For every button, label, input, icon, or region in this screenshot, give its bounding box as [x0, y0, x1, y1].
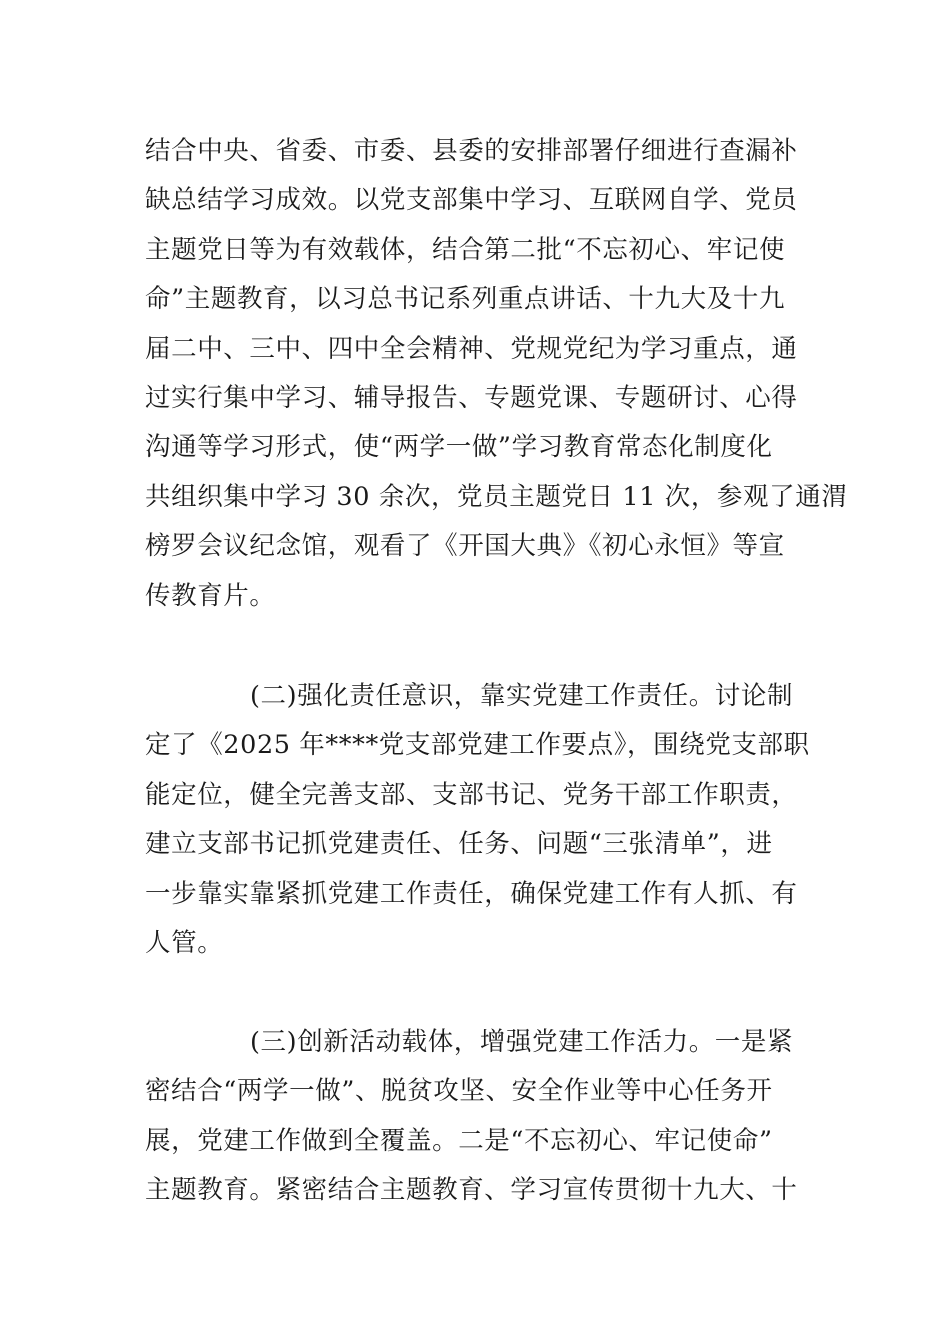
- paragraph-study-summary: [145, 127, 848, 621]
- text-line: 命”主题教育，以习总书记系列重点讲话、十九大及十九: [145, 284, 786, 315]
- text-line: 一步靠实靠紧抓党建工作责任，确保党建工作有人抓、有: [145, 878, 798, 909]
- paragraph-innovation: [145, 1018, 815, 1216]
- text-line: 密结合“两学一做”、脱贫攻坚、安全作业等中心任务开: [145, 1076, 773, 1107]
- text-line: 主题党日等为有效载体，结合第二批“不忘初心、牢记使: [145, 234, 786, 265]
- paragraph-responsibility: [145, 672, 815, 968]
- text-line: 展，党建工作做到全覆盖。二是“不忘初心、牢记使命”: [145, 1125, 773, 1156]
- text-line: 定了《2025 年****党支部党建工作要点》，围绕党支部职: [145, 730, 810, 761]
- text-line: 沟通等学习形式，使“两学一做”学习教育常态化制度化: [145, 432, 773, 463]
- text-line: 结合中央、省委、市委、县委的安排部署仔细进行查漏补: [145, 136, 798, 166]
- text-line: 过实行集中学习、辅导报告、专题党课、专题研讨、心得: [145, 382, 798, 413]
- text-line: 能定位，健全完善支部、支部书记、党务干部工作职责，: [145, 779, 798, 810]
- text-line: 届二中、三中、四中全会精神、党规党纪为学习重点，通: [145, 333, 798, 364]
- text-line: 共组织集中学习 30 余次，党员主题党日 11 次，参观了通渭: [145, 481, 848, 512]
- text-line: 人管。: [145, 927, 224, 958]
- text-line: 建立支部书记抓党建责任、任务、问题“三张清单”，进: [145, 829, 773, 860]
- text-line: 榜罗会议纪念馆，观看了《开国大典》《初心永恒》等宣: [145, 531, 785, 562]
- text-line: 传教育片。: [145, 580, 276, 611]
- section-heading-line: (三)创新活动载体，增强党建工作活力。一是紧: [250, 1027, 794, 1057]
- section-heading-line: (二)强化责任意识，靠实党建工作责任。讨论制: [250, 681, 794, 711]
- text-line: 缺总结学习成效。以党支部集中学习、互联网自学、党员: [145, 185, 798, 216]
- text-line: 主题教育。紧密结合主题教育、学习宣传贯彻十九大、十: [145, 1175, 798, 1206]
